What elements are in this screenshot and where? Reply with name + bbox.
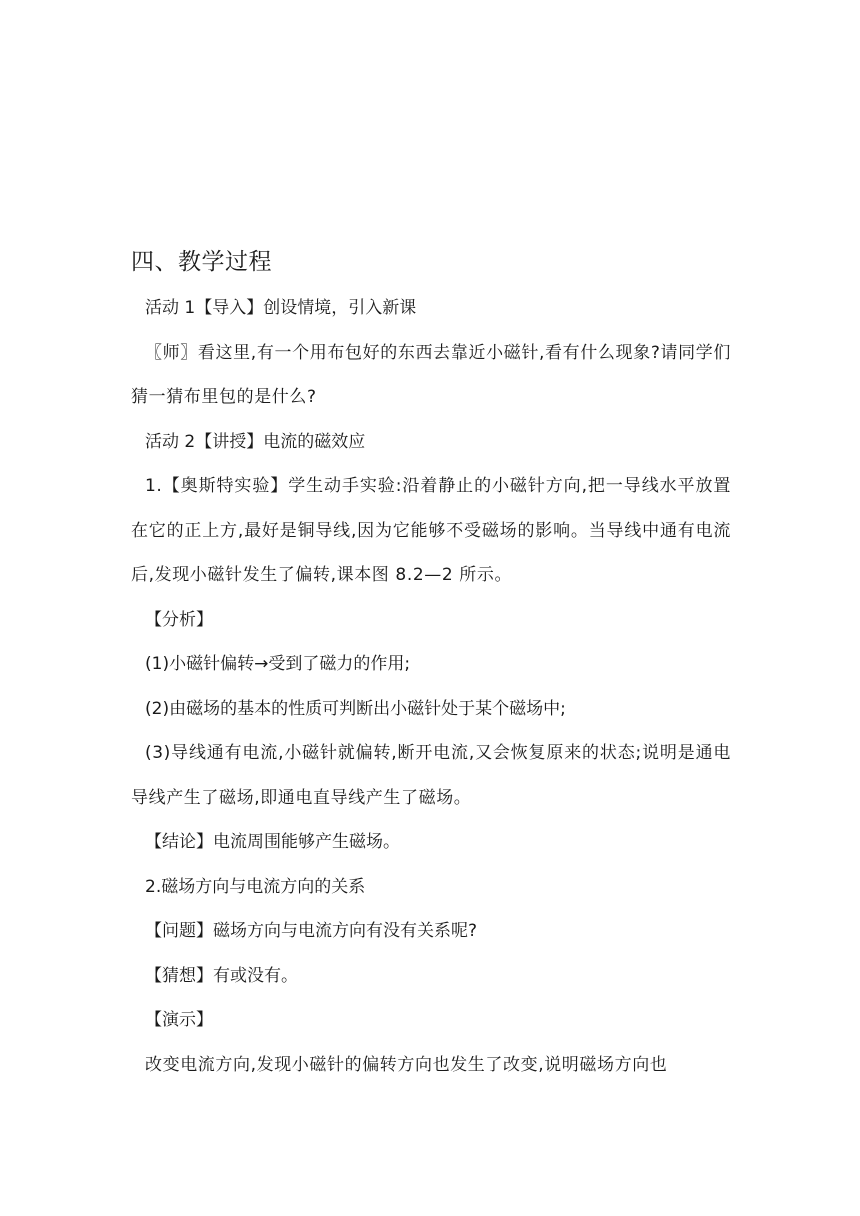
paragraph-activity-1: 活动 1【导入】创设情境，引入新课 <box>145 298 417 318</box>
paragraph-analysis-label: 【分析】 <box>145 609 213 630</box>
document-body <box>131 286 731 1087</box>
paragraph-activity-2: 活动 2【讲授】电流的磁效应 <box>145 431 366 452</box>
paragraph-analysis-2: (2)由磁场的基本的性质可判断出小磁针处于某个磁场中; <box>145 698 566 719</box>
paragraph-question: 【问题】磁场方向与电流方向有没有关系呢? <box>145 921 478 941</box>
paragraph-demo-text: 改变电流方向,发现小磁针的偏转方向也发生了改变,说明磁场方向也 <box>145 1054 668 1075</box>
paragraph-demo-label: 【演示】 <box>145 1010 213 1030</box>
paragraph-analysis-3: (3)导线通有电流,小磁针就偏转,断开电流,又会恢复原来的状态;说明是通电导线产生了磁场,即通电直导线产生了磁场。 <box>131 743 731 808</box>
paragraph-hypothesis: 【猜想】有或没有。 <box>145 965 298 986</box>
paragraph-teacher-prompt: 〖师〗看这里,有一个用布包好的东西去靠近小磁针,看有什么现象?请同学们猜一猜布里包的是什么? <box>131 342 731 407</box>
section-heading: 四、教学过程 <box>131 249 272 275</box>
paragraph-conclusion: 【结论】电流周围能够产生磁场。 <box>145 832 400 852</box>
paragraph-analysis-1: (1)小磁针偏转→受到了磁力的作用; <box>145 654 411 674</box>
paragraph-oersted-experiment: 1.【奥斯特实验】学生动手实验:沿着静止的小磁针方向,把一导线水平放置在它的正上方,最好是铜导线,因为它能够不受磁场的影响。当导线中通有电流后,发现小磁针发生了偏转,课本图 8.2—2 所示。 <box>131 476 731 585</box>
paragraph-section-2: 2.磁场方向与电流方向的关系 <box>145 876 366 897</box>
